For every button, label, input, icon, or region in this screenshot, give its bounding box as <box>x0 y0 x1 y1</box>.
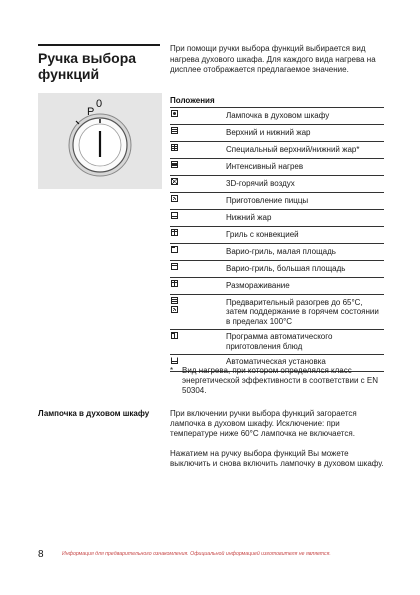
table-row <box>170 210 384 227</box>
section-title: Ручка выбора функций <box>38 50 137 82</box>
position-label: Размораживание <box>224 278 384 295</box>
top-bottom-heat-icon <box>171 127 178 134</box>
auto-setup-icon <box>171 357 178 364</box>
bottom-heat-icon <box>171 212 178 219</box>
positions-heading: Положения <box>170 96 215 105</box>
small-grill-icon <box>171 246 178 253</box>
position-label: Приготовление пиццы <box>224 193 384 210</box>
table-row <box>170 261 384 278</box>
table-row <box>170 227 384 244</box>
auto-program-icon <box>171 332 178 339</box>
table-row <box>170 142 384 159</box>
positions-table <box>170 107 384 372</box>
table-row <box>170 125 384 142</box>
table-row <box>170 193 384 210</box>
position-label: 3D-горячий воздух <box>224 176 384 193</box>
preheat-icon <box>170 297 178 315</box>
position-label: Варио-гриль, большая площадь <box>224 261 384 278</box>
table-row <box>170 244 384 261</box>
table-row <box>170 329 384 354</box>
knob-label-zero: 0 <box>96 98 103 110</box>
table-row <box>170 176 384 193</box>
title-rule <box>38 44 160 46</box>
footnote-text: Вид нагрева, при котором определялся класс энергетической эффективности в соответствии с EN 50304. <box>182 366 378 395</box>
function-knob-illustration <box>38 93 162 189</box>
pizza-icon <box>171 195 178 202</box>
position-label: Лампочка в духовом шкафу <box>224 108 384 125</box>
lamp-section-heading: Лампочка в духовом шкафу <box>38 409 150 418</box>
hot-air-3d-icon <box>171 178 178 185</box>
lamp-paragraph-2: Нажатием на ручку выбора функций Вы можете выключить и снова включить лампочку в духовом шкафу. <box>170 449 384 468</box>
table-row <box>170 278 384 295</box>
table-row <box>170 295 384 330</box>
position-label: Предварительный разогрев до 65°C, затем поддержание в горячем состоянии в пределах 100°C <box>224 295 384 330</box>
knob-label-p: P <box>87 106 95 118</box>
position-label: Автоматическая установка <box>224 354 384 371</box>
table-row <box>170 108 384 125</box>
position-label: Варио-гриль, малая площадь <box>224 244 384 261</box>
position-label: Специальный верхний/нижний жар* <box>224 142 384 159</box>
special-heat-icon <box>171 144 178 151</box>
position-label: Гриль с конвекцией <box>224 227 384 244</box>
convection-grill-icon <box>171 229 178 236</box>
position-label: Программа автоматического приготовления блюд <box>224 329 384 354</box>
position-label: Верхний и нижний жар <box>224 125 384 142</box>
page-number: 8 <box>38 549 44 560</box>
table-row <box>170 159 384 176</box>
defrost-icon <box>171 280 178 287</box>
intro-text: При помощи ручки выбора функций выбирается вид нагрева духового шкафа. Для каждого вида нагрева на дисплее отображается предлагаемое значение. <box>170 44 376 74</box>
large-grill-icon <box>171 263 178 270</box>
oven-lamp-icon <box>171 110 178 117</box>
footnote-mark: * <box>170 366 174 375</box>
disclaimer: Информация для предварительного ознакомления. Официальной информацией изготовителя не является. <box>62 551 331 557</box>
position-label: Интенсивный нагрев <box>224 159 384 176</box>
position-label: Нижний жар <box>224 210 384 227</box>
intensive-heat-icon <box>171 161 178 168</box>
lamp-paragraph-1: При включении ручки выбора функций загорается лампочка в духовом шкафу. Исключение: при температуре ниже 60°C лампочка не включается. <box>170 409 357 438</box>
